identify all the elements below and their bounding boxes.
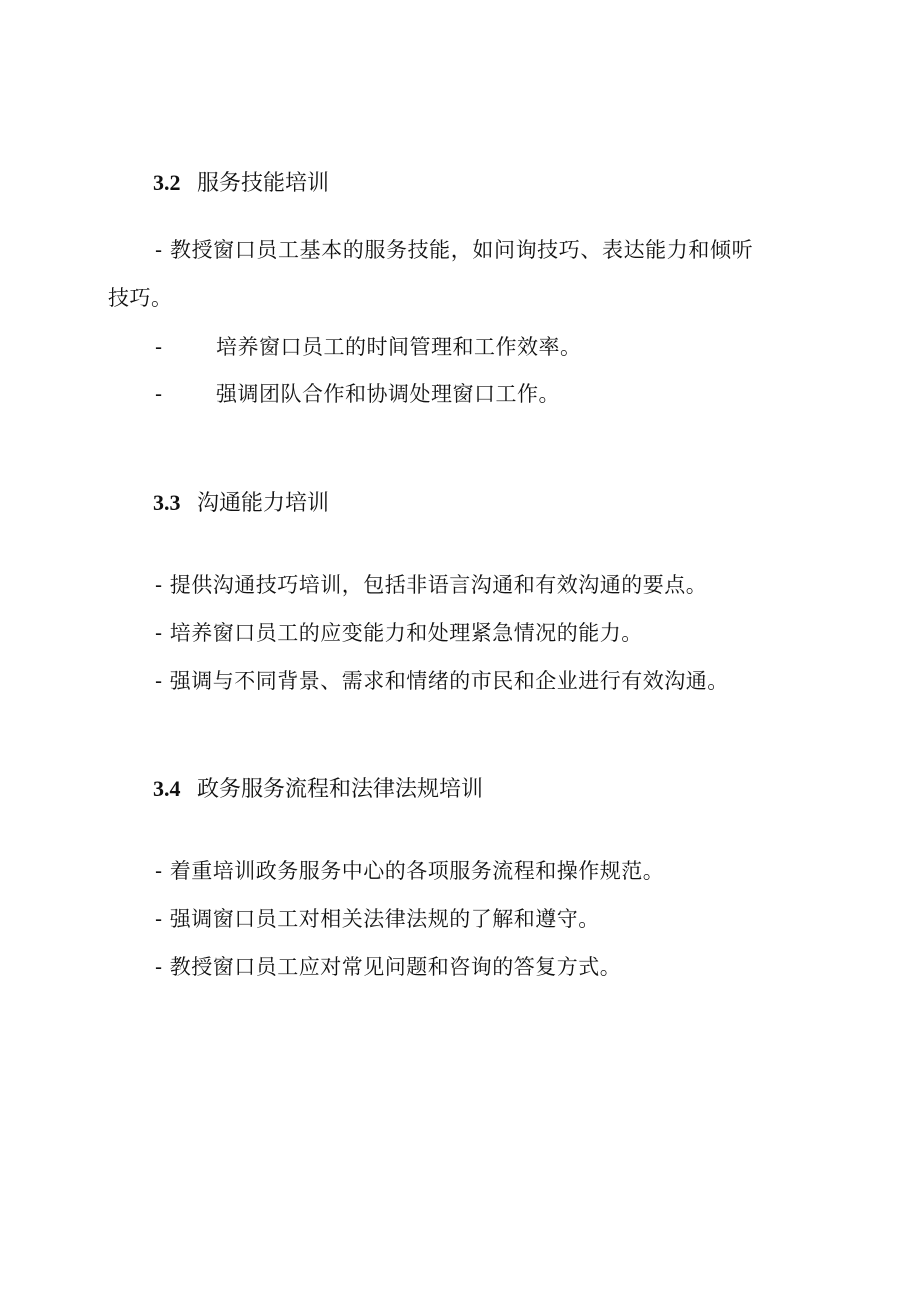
section-heading-3-4 <box>153 774 483 805</box>
list-item: 培养窗口员工的时间管理和工作效率。 <box>216 335 582 359</box>
section-number: 3.3 <box>153 490 181 515</box>
section-number: 3.4 <box>153 776 181 801</box>
list-item: - 教授窗口员工基本的服务技能，如问询技巧、表达能力和倾听 <box>155 238 754 262</box>
section-heading-3-2 <box>153 168 329 199</box>
section-number: 3.2 <box>153 170 181 195</box>
list-item: - 强调与不同背景、需求和情绪的市民和企业进行有效沟通。 <box>155 669 729 693</box>
list-item: 强调团队合作和协调处理窗口工作。 <box>216 382 560 406</box>
section-title: 沟通能力培训 <box>197 491 330 516</box>
list-item: - 教授窗口员工应对常见问题和咨询的答复方式。 <box>155 955 622 979</box>
section-heading-3-3 <box>153 488 329 519</box>
list-dash: - <box>155 335 163 359</box>
list-item: - 提供沟通技巧培训，包括非语言沟通和有效沟通的要点。 <box>155 573 708 597</box>
section-title: 政务服务流程和法律法规培训 <box>197 777 484 802</box>
list-item-continuation: 技巧。 <box>108 286 173 310</box>
list-item: - 培养窗口员工的应变能力和处理紧急情况的能力。 <box>155 621 643 645</box>
list-item: - 着重培训政务服务中心的各项服务流程和操作规范。 <box>155 859 665 883</box>
list-dash: - <box>155 382 163 406</box>
list-item: - 强调窗口员工对相关法律法规的了解和遵守。 <box>155 907 600 931</box>
section-title: 服务技能培训 <box>197 171 330 196</box>
